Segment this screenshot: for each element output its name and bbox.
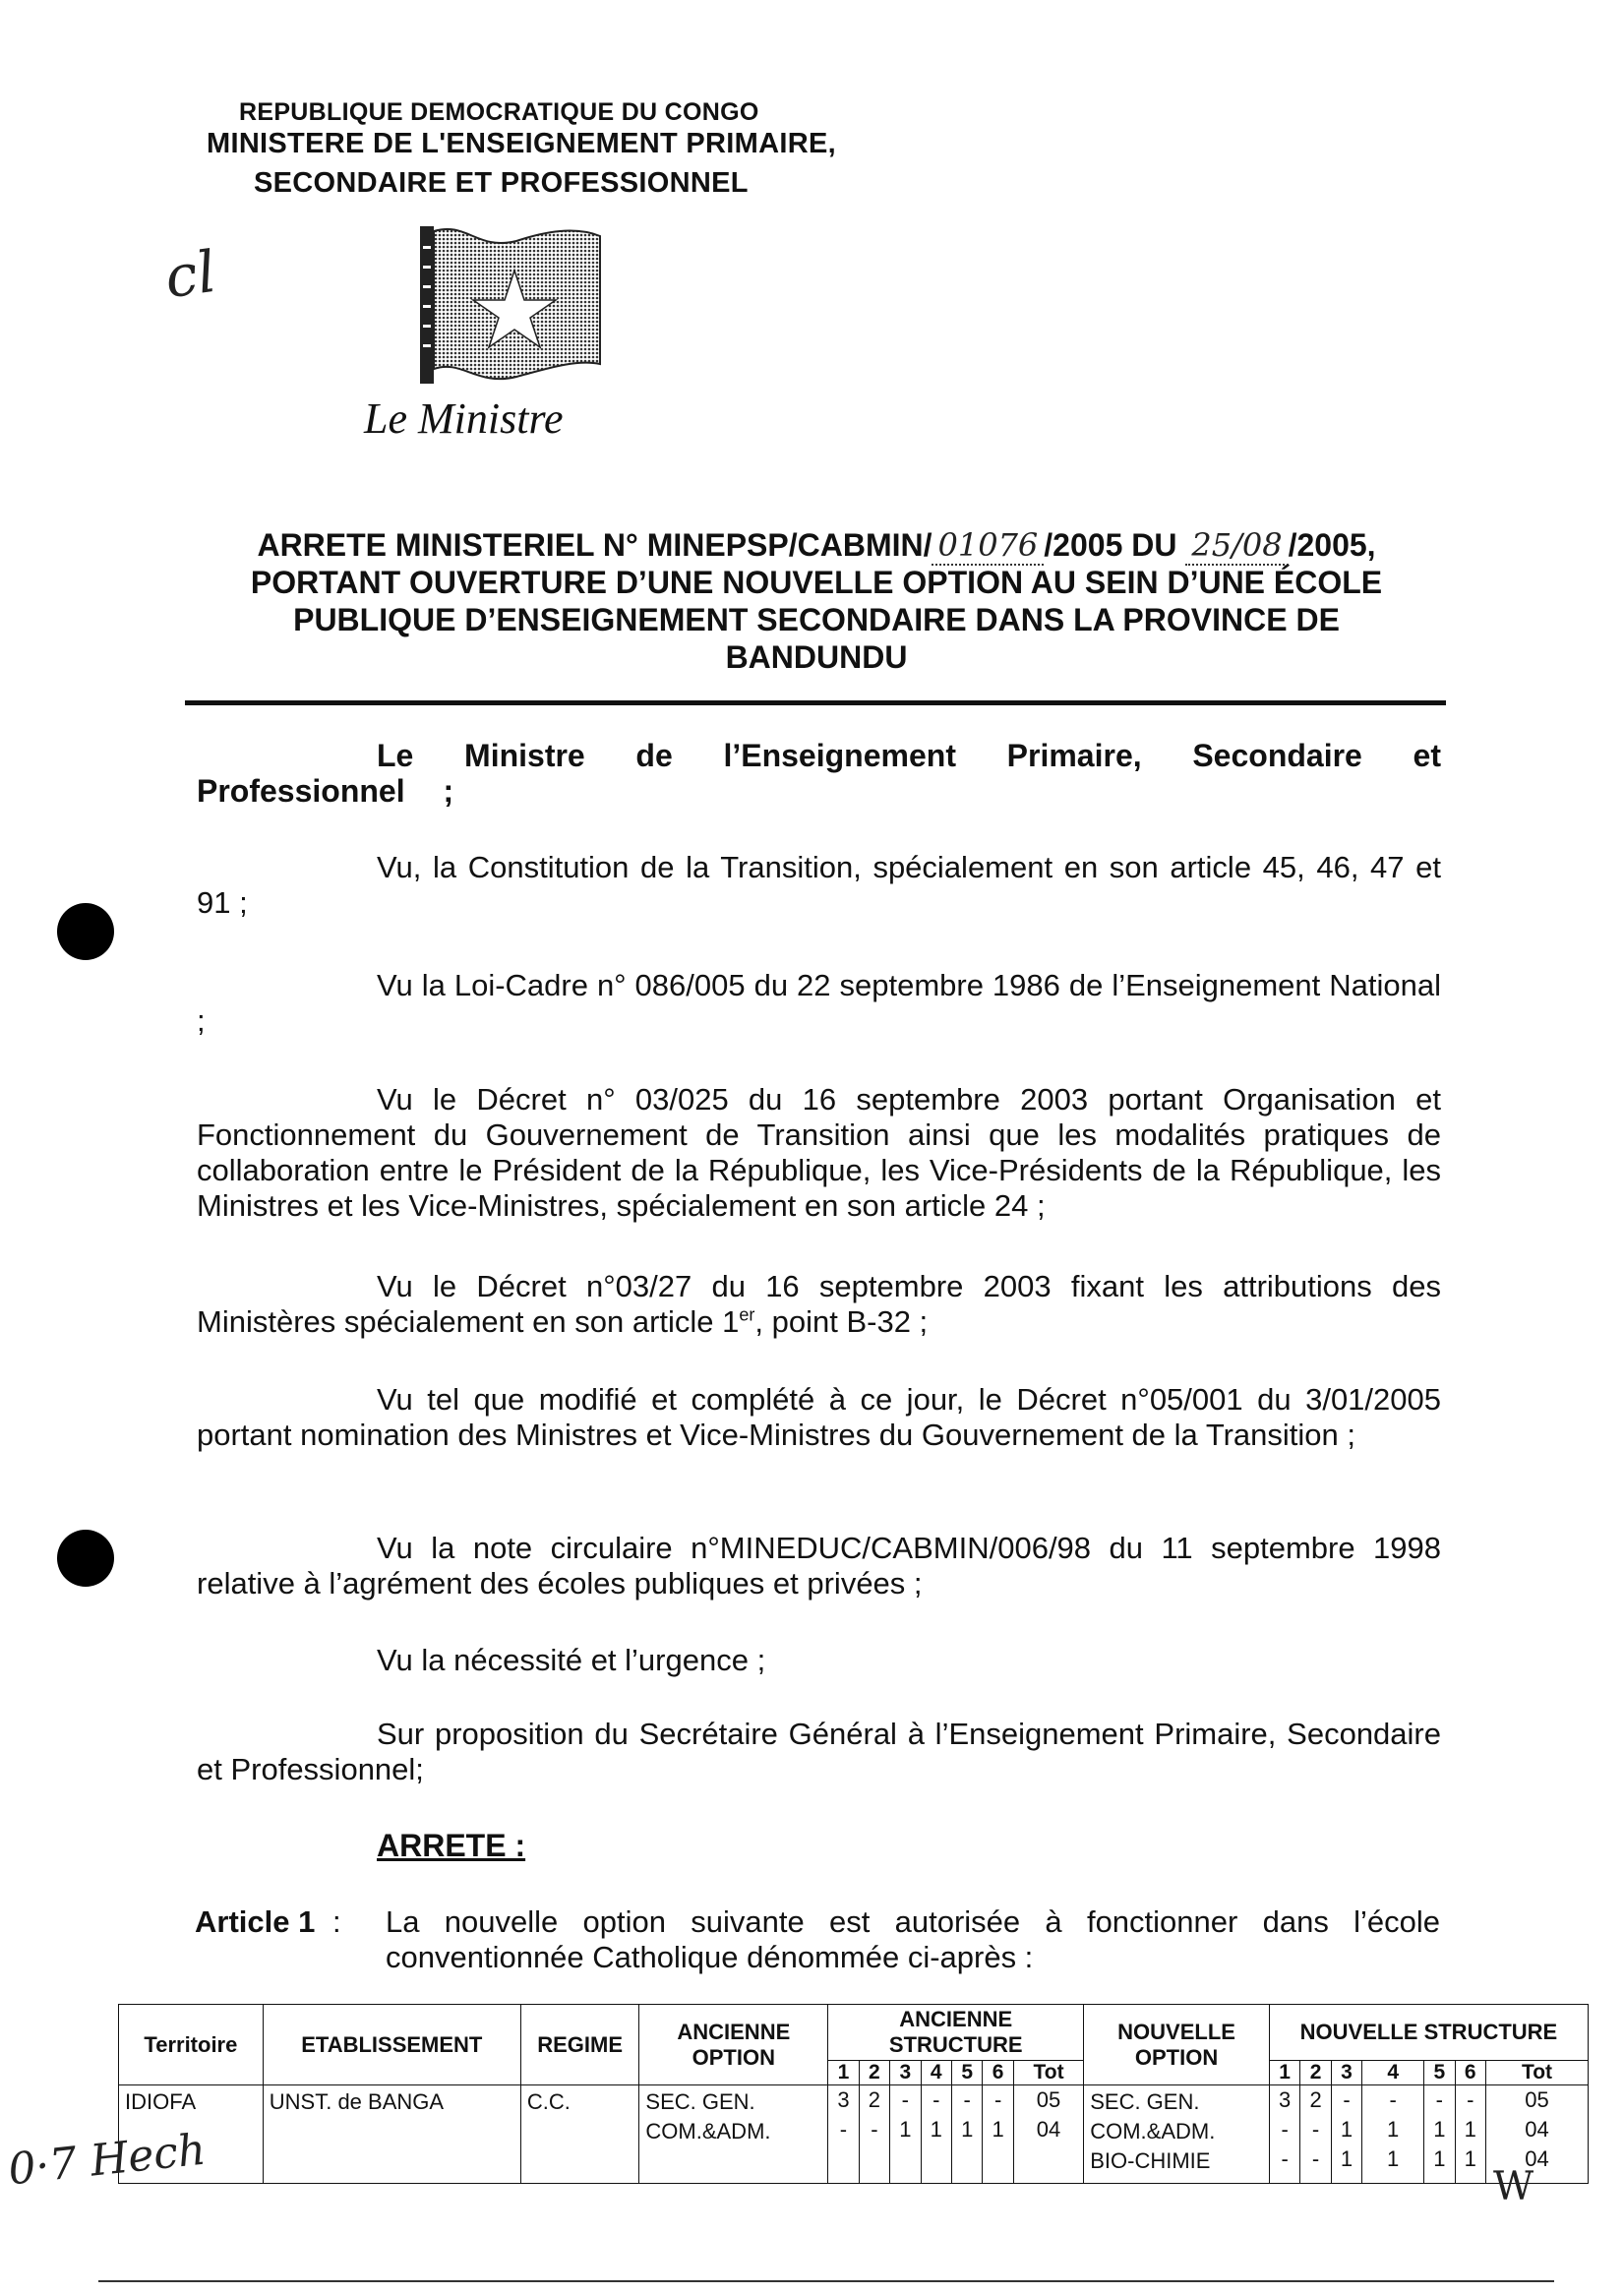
cell-structure xyxy=(828,2085,859,2184)
structure-value: - xyxy=(871,2117,878,2142)
cell-structure xyxy=(983,2085,1013,2184)
handwritten-mark: cl xyxy=(160,237,220,312)
cell-structure xyxy=(921,2085,951,2184)
structure-value: - xyxy=(932,2087,940,2112)
structure-value: 1 xyxy=(1433,2146,1446,2171)
title-divider xyxy=(185,700,1446,705)
vu-note-circulaire: Vu la note circulaire n°MINEDUC/CABMIN/006/98 du 11 septembre 1998 relative à l’agrément des écoles publiques et privées ; xyxy=(197,1531,1441,1600)
header-ancienne-option: ANCIENNE OPTION xyxy=(639,2005,828,2085)
header-col: 6 xyxy=(1455,2061,1485,2085)
structure-value: 2 xyxy=(868,2087,881,2112)
vu-decret-05-001: Vu tel que modifié et complété à ce jour, le Décret n°05/001 du 3/01/2005 portant nomination des Ministres et Vice-Ministres du Gouvernement de la Transition ; xyxy=(197,1382,1441,1452)
header-col: 5 xyxy=(1424,2061,1455,2085)
header-territoire: Territoire xyxy=(119,2005,264,2085)
binder-hole xyxy=(57,903,114,960)
structure-total: 04 xyxy=(1036,2117,1061,2142)
structure-value: - xyxy=(1311,2117,1320,2142)
cell-structure xyxy=(1362,2085,1424,2184)
header-col: 2 xyxy=(859,2061,889,2085)
territoire-value: IDIOFA xyxy=(125,2089,197,2114)
structure-value: - xyxy=(1467,2087,1474,2112)
header-col: 4 xyxy=(1362,2061,1424,2085)
structure-value: - xyxy=(1311,2146,1320,2171)
cell-structure xyxy=(1455,2085,1485,2184)
header-regime: REGIME xyxy=(520,2005,639,2085)
cell-structure-total xyxy=(1013,2085,1083,2184)
decree-number-handwritten: 01076 xyxy=(932,526,1044,566)
structure-value: 1 xyxy=(1433,2117,1446,2142)
header-col: 6 xyxy=(983,2061,1013,2085)
decree-title xyxy=(187,526,1446,676)
vu4-text-end: , point B-32 ; xyxy=(754,1304,929,1339)
structure-value: 1 xyxy=(1464,2117,1476,2142)
arrete-heading: ARRETE : xyxy=(377,1828,526,1863)
structure-value: 2 xyxy=(1309,2087,1322,2112)
structure-value: - xyxy=(901,2087,909,2112)
handwritten-signature-left: 0·7 Hech xyxy=(5,2124,209,2196)
structure-value: - xyxy=(993,2087,1002,2112)
cell-structure xyxy=(859,2085,889,2184)
vu4-text: Vu le Décret n°03/27 du 16 septembre 2003 fixant les attributions des Ministères spécialement en son article 1 xyxy=(197,1269,1441,1339)
header-col: 3 xyxy=(890,2061,921,2085)
title-middle: /2005 DU xyxy=(1044,527,1186,563)
header-col: 1 xyxy=(828,2061,859,2085)
nouvelle-option-value: SEC. GEN. xyxy=(1090,2089,1200,2114)
structure-total: 05 xyxy=(1036,2087,1061,2112)
flag-star-emblem-icon xyxy=(418,221,605,393)
article-1-colon: : xyxy=(332,1904,341,1939)
title-prefix: ARRETE MINISTERIEL N° MINEPSP/CABMIN/ xyxy=(257,527,932,563)
title-line3: PUBLIQUE D’ENSEIGNEMENT SECONDAIRE DANS LA PROVINCE DE xyxy=(293,602,1340,637)
cell-ancienne-option xyxy=(639,2085,828,2184)
structure-total: 04 xyxy=(1525,2117,1549,2142)
ministry-name-line2: SECONDAIRE ET PROFESSIONNEL xyxy=(254,167,749,199)
structure-value: 1 xyxy=(930,2117,942,2142)
structure-value: 1 xyxy=(1464,2146,1476,2171)
structure-total: 05 xyxy=(1525,2087,1549,2112)
structure-value: 3 xyxy=(1279,2087,1292,2112)
decree-date-handwritten: 25/08 xyxy=(1185,526,1288,566)
structure-value: 1 xyxy=(1387,2117,1400,2142)
structure-value: - xyxy=(1281,2146,1289,2171)
header-ancienne-structure: ANCIENNE STRUCTURE xyxy=(828,2005,1084,2061)
handwritten-initials-right: W xyxy=(1493,2164,1534,2209)
header-nouvelle-structure: NOUVELLE STRUCTURE xyxy=(1269,2005,1588,2061)
header-nouvelle-option: NOUVELLE OPTION xyxy=(1084,2005,1270,2085)
title-suffix: /2005, xyxy=(1288,527,1376,563)
cell-structure xyxy=(890,2085,921,2184)
structure-value: - xyxy=(1435,2087,1443,2112)
cell-structure xyxy=(1269,2085,1299,2184)
structure-value: - xyxy=(1389,2087,1397,2112)
nouvelle-option-value: BIO-CHIMIE xyxy=(1090,2148,1211,2173)
ancienne-option-value: SEC. GEN. xyxy=(645,2089,755,2114)
header-col: 2 xyxy=(1300,2061,1331,2085)
cell-regime xyxy=(520,2085,639,2184)
vu-constitution: Vu, la Constitution de la Transition, spécialement en son article 45, 46, 47 et 91 ; xyxy=(197,850,1441,920)
ancienne-option-value: COM.&ADM. xyxy=(645,2119,771,2144)
country-name: REPUBLIQUE DEMOCRATIQUE DU CONGO xyxy=(239,98,759,126)
article-1-label: Article 1 xyxy=(195,1904,316,1939)
header-col: 1 xyxy=(1269,2061,1299,2085)
proposition-paragraph: Sur proposition du Secrétaire Général à l’Enseignement Primaire, Secondaire et Professionnel; xyxy=(197,1717,1441,1786)
nouvelle-option-value: COM.&ADM. xyxy=(1090,2119,1216,2144)
structure-value: - xyxy=(963,2087,971,2112)
structure-value: - xyxy=(1343,2087,1351,2112)
structure-value: - xyxy=(1281,2117,1289,2142)
header-col: Tot xyxy=(1013,2061,1083,2085)
cell-nouvelle-option xyxy=(1084,2085,1270,2184)
binder-hole xyxy=(57,1530,114,1587)
structure-value: - xyxy=(839,2117,848,2142)
cell-structure xyxy=(1424,2085,1455,2184)
table-row xyxy=(119,2085,1589,2184)
etablissement-value: UNST. de BANGA xyxy=(269,2089,445,2114)
cell-structure xyxy=(951,2085,982,2184)
minister-title: Le Ministre xyxy=(364,394,564,443)
option-table xyxy=(118,2004,1589,2184)
header-col: Tot xyxy=(1485,2061,1588,2085)
vu4-superscript: er xyxy=(739,1304,755,1325)
structure-value: 1 xyxy=(961,2117,974,2142)
structure-value: 3 xyxy=(837,2087,850,2112)
header-etablissement: ETABLISSEMENT xyxy=(263,2005,520,2085)
structure-value: 1 xyxy=(1340,2146,1353,2171)
structure-total: 04 xyxy=(1525,2146,1549,2171)
cell-etablissement xyxy=(263,2085,520,2184)
header-col: 5 xyxy=(951,2061,982,2085)
regime-value: C.C. xyxy=(526,2089,571,2114)
header-col: 3 xyxy=(1331,2061,1361,2085)
structure-value: 1 xyxy=(1340,2117,1353,2142)
structure-value: 1 xyxy=(899,2117,912,2142)
vu-necessite: Vu la nécessité et l’urgence ; xyxy=(377,1643,766,1677)
cell-structure xyxy=(1331,2085,1361,2184)
cell-structure xyxy=(1300,2085,1331,2184)
intro-paragraph: Le Ministre de l’Enseignement Primaire, Secondaire et Professionnel ; xyxy=(197,738,1441,809)
vu-decret-03-025: Vu le Décret n° 03/025 du 16 septembre 2003 portant Organisation et Fonctionnement du Gouvernement de Transition ainsi que les modalités pratiques de collaboration entre le Président de la République, les Vice-Présidents de la République, les Ministres et les Vice-Ministres, spécialement en son article 24 ; xyxy=(197,1082,1441,1223)
vu-decret-03-27 xyxy=(197,1269,1441,1340)
vu-loi-cadre: Vu la Loi-Cadre n° 086/005 du 22 septembre 1986 de l’Enseignement National ; xyxy=(197,968,1441,1038)
ministry-name-line1: MINISTERE DE L'ENSEIGNEMENT PRIMAIRE, xyxy=(207,128,836,159)
page-bottom-line xyxy=(98,2280,1554,2282)
header-col: 4 xyxy=(921,2061,951,2085)
structure-value: 1 xyxy=(1387,2146,1400,2171)
structure-value: 1 xyxy=(992,2117,1004,2142)
title-line4: BANDUNDU xyxy=(725,639,908,675)
article-1-text: La nouvelle option suivante est autorisée à fonctionner dans l’école conventionnée Catholique dénommée ci-après : xyxy=(386,1904,1440,1974)
title-line2: PORTANT OUVERTURE D’UNE NOUVELLE OPTION AU SEIN D’UNE ÉCOLE xyxy=(250,565,1383,600)
